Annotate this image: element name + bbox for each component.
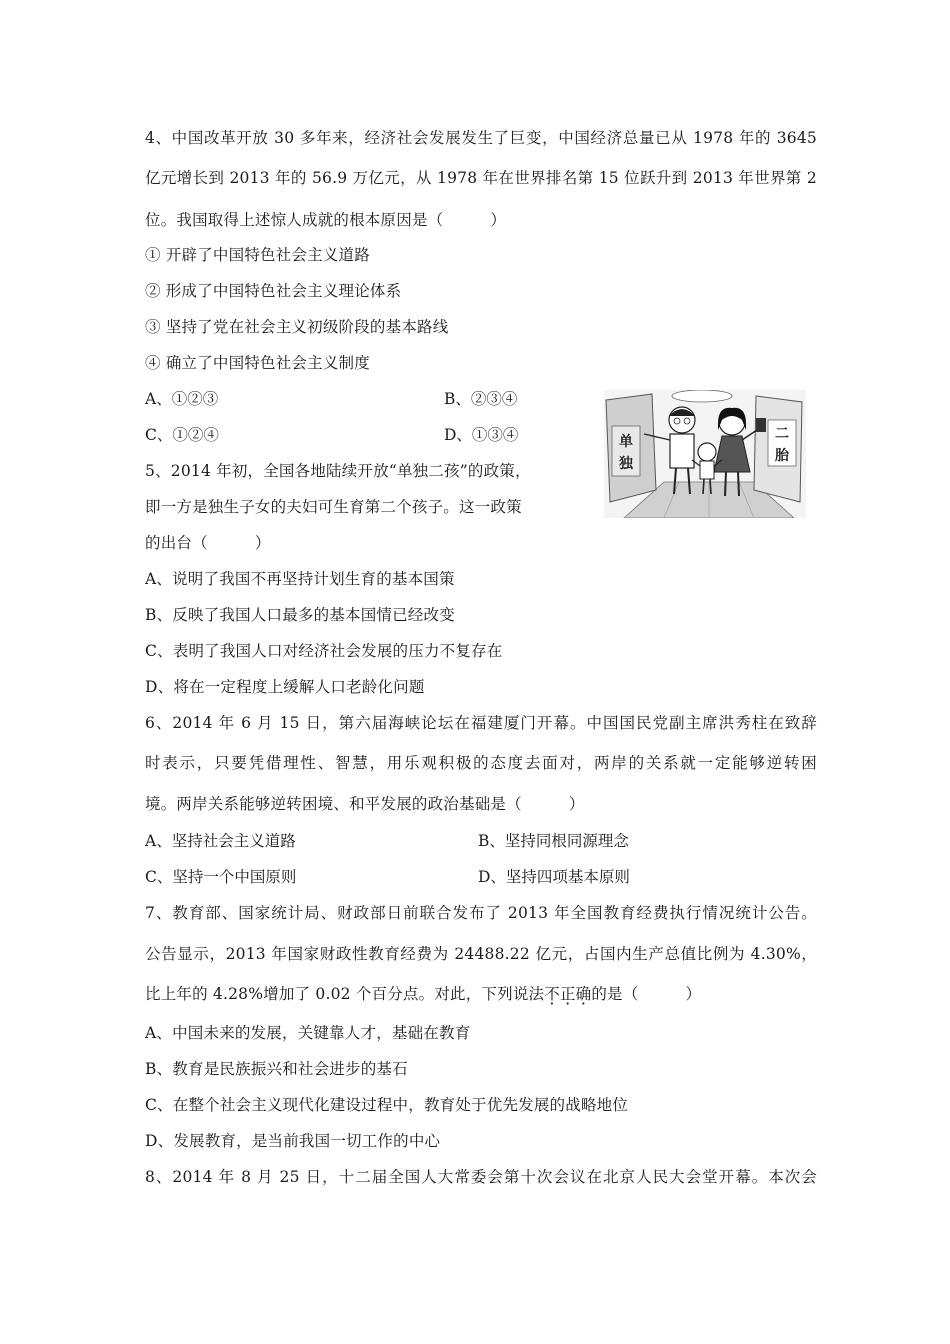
q7-stem-line-3 (145, 984, 701, 1004)
q7-stem-line-2: 公告显示，2013 年国家财政性教育经费为 24488.22 亿元，占国内生产总值比例为 4.30%， (145, 945, 817, 963)
q5-option-b: B、反映了我国人口最多的基本国情已经改变 (145, 606, 455, 624)
q6-option-c: C、坚持一个中国原则 (145, 868, 297, 886)
q4-stem-line-1: 4、中国改革开放 30 多年来，经济社会发展发生了巨变，中国经济总量已从 1978 年的 3645 (145, 129, 817, 147)
q4-stem-line-2: 亿元增长到 2013 年的 56.9 万亿元，从 1978 年在世界排名第 15 位跃升到 2013 年世界第 2 (145, 169, 817, 187)
q7-option-a: A、中国未来的发展，关键靠人才，基础在教育 (145, 1024, 471, 1042)
emphasis-char-1: 不 (544, 985, 560, 1003)
q4-item-4: ④ 确立了中国特色社会主义制度 (145, 354, 370, 372)
emphasis-char-3: 确 (575, 985, 592, 1003)
q5-stem-line-2: 即一方是独生子女的夫妇可生育第二个孩子。这一政策 (145, 498, 522, 516)
q6-option-a: A、坚持社会主义道路 (145, 832, 296, 850)
q4-item-1: ① 开辟了中国特色社会主义道路 (145, 246, 370, 264)
q7-stem-line-3-pre: 比上年的 4.28%增加了 0.02 个百分点。对此，下列说法 (145, 985, 545, 1003)
q4-option-a: A、①②③ (145, 390, 219, 408)
q7-option-b: B、教育是民族振兴和社会进步的基石 (145, 1060, 408, 1078)
q4-item-3: ③ 坚持了党在社会主义初级阶段的基本路线 (145, 318, 449, 336)
cartoon-left-sign-bottom: 独 (619, 456, 633, 472)
q8-stem-line-1: 8、2014 年 8 月 25 日，十二届全国人大常委会第十次会议在北京人民大会堂开幕。本次会 (145, 1168, 817, 1186)
emphasis-char-2: 正 (559, 985, 576, 1003)
q5-option-a: A、说明了我国不再坚持计划生育的基本国策 (145, 570, 455, 588)
q6-stem-line-3: 境。两岸关系能够逆转困境、和平发展的政治基础是（ ） (145, 795, 585, 813)
q5-option-c: C、表明了我国人口对经济社会发展的压力不复存在 (145, 642, 503, 660)
q5-stem-line-1: 5、2014 年初，全国各地陆续开放“单独二孩”的政策， (145, 462, 531, 480)
q6-option-d: D、坚持四项基本原则 (478, 868, 630, 886)
q4-option-c: C、①②④ (145, 426, 219, 444)
q5-option-d: D、将在一定程度上缓解人口老龄化问题 (145, 678, 425, 696)
cartoon-right-sign-top: 二 (775, 426, 789, 442)
q6-stem-line-2: 时表示，只要凭借理性、智慧，用乐观积极的态度去面对，两岸的关系就一定能够逆转困 (145, 754, 817, 772)
q4-stem-line-3: 位。我国取得上述惊人成就的根本原因是（ ） (145, 211, 507, 229)
q7-option-d: D、发展教育，是当前我国一切工作的中心 (145, 1132, 441, 1150)
q6-option-b: B、坚持同根同源理念 (478, 832, 629, 850)
q7-option-c: C、在整个社会主义现代化建设过程中，教育处于优先发展的战略地位 (145, 1096, 629, 1114)
q7-stem-line-3-post: 的是（ ） (591, 985, 702, 1003)
q4-item-2: ② 形成了中国特色社会主义理论体系 (145, 282, 402, 300)
family-cartoon-image (604, 390, 806, 518)
cartoon-left-sign-top: 单 (619, 434, 633, 450)
q4-option-d: D、①③④ (444, 426, 519, 444)
q6-stem-line-1: 6、2014 年 6 月 15 日，第六届海峡论坛在福建厦门开幕。中国国民党副主席洪秀柱在致辞 (145, 714, 817, 732)
cartoon-right-sign-bottom: 胎 (775, 448, 789, 464)
q5-stem-line-3: 的出台（ ） (145, 534, 271, 552)
q7-stem-line-1: 7、教育部、国家统计局、财政部日前联合发布了 2013 年全国教育经费执行情况统计公告。 (145, 904, 817, 922)
q4-option-b: B、②③④ (444, 390, 518, 408)
